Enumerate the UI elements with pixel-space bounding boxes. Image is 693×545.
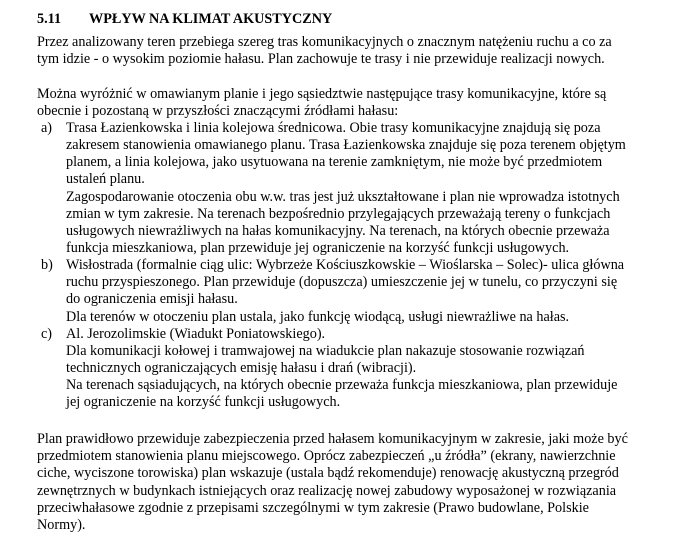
list-item-line: Zagospodarowanie otoczenia obu w.w. tras jest już ukształtowane i plan nie wprowadza istotnych: [66, 189, 620, 205]
closing-line: ciche, wyciszone torowiska) plan wskazuje (ustala bądź rekomenduje) renowację akustyczną przegród: [37, 465, 619, 481]
list-item-line: jej ograniczenie na korzyść funkcji usługowych.: [66, 394, 341, 410]
list-item-line: do ograniczenia emisji hałasu.: [66, 291, 238, 307]
list-item-line: ustaleń planu.: [66, 171, 145, 187]
list-item-line: Wisłostrada (formalnie ciąg ulic: Wybrzeże Kościuszkowskie – Wioślarska – Solec)- ulica główna: [66, 257, 625, 273]
section-number: 5.11: [37, 11, 62, 27]
list-marker: c): [41, 326, 53, 342]
section-heading: [37, 11, 332, 28]
closing-line: Normy).: [37, 517, 86, 533]
closing-line: Plan prawidłowo przewiduje zabezpieczenia przed hałasem komunikacyjnym w zakresie, jaki może być: [37, 431, 628, 447]
list-item-line: Trasa Łazienkowska i linia kolejowa średnicowa. Obie trasy komunikacyjne znajdują się poza: [66, 120, 601, 136]
closing-line: przedmiotem stanowienia planu miejscowego. Oprócz zabezpieczeń „u źródła” (ekrany, nawierzchnie: [37, 448, 616, 464]
list-item-line: funkcja mieszkaniowa, plan przewiduje jej ograniczenie na korzyść funkcji usługowych.: [66, 240, 570, 256]
list-marker: b): [41, 257, 53, 273]
list-item-line: usługowych niewrażliwych na hałas komunikacyjny. Na terenach, na których obecnie przeważa: [66, 223, 610, 239]
closing-line: zewnętrznych w budynkach istniejących oraz realizację nowej zabudowy wyposażonej w rozwiązania: [37, 483, 617, 499]
list-marker: a): [41, 120, 53, 136]
list-item-line: Dla terenów w otoczeniu plan ustala, jako funkcję wiodącą, usługi niewrażliwe na hałas.: [66, 309, 570, 325]
intro-line: tym idzie - o wysokim poziomie hałasu. Plan zachowuje te trasy i nie przewiduje realizacji nowych.: [37, 51, 605, 67]
list-item-line: technicznych ograniczających emisję hałasu i drań (wibracji).: [66, 360, 417, 376]
intro-line: Przez analizowany teren przebiega szereg tras komunikacyjnych o znacznym natężeniu ruchu a co za: [37, 34, 612, 50]
section-title: WPŁYW NA KLIMAT AKUSTYCZNY: [89, 11, 333, 27]
list-item-line: zmian w tym zakresie. Na terenach bezpośrednio przylegających przeważają tereny o funkcjach: [66, 206, 611, 222]
list-item-line: Na terenach sąsiadujących, na których obecnie przeważa funkcja mieszkaniowa, plan przewiduje: [66, 377, 618, 393]
list-item-line: Al. Jerozolimskie (Wiadukt Poniatowskiego).: [66, 326, 326, 342]
list-item-line: ruchu przyspieszonego. Plan przewiduje (dopuszcza) umieszczenie jej w tunelu, co przyczyni się: [66, 274, 618, 290]
list-item-line: zakresem stanowienia omawianego planu. Trasa Łazienkowska znajduje się poza terenem objętym: [66, 137, 626, 153]
list-item-line: Dla komunikacji kołowej i tramwajowej na wiadukcie plan nakazuje stosowanie rozwiązań: [66, 343, 585, 359]
lead-line: Można wyróżnić w omawianym planie i jego sąsiedztwie następujące trasy komunikacyjne, które są: [37, 86, 607, 102]
lead-line: obecnie i pozostaną w przyszłości znaczącymi źródłami hałasu:: [37, 103, 399, 119]
list-item-line: planem, a linia kolejowa, jako usytuowana na terenie zamkniętym, nie może być przedmiotem: [66, 154, 603, 170]
closing-line: przeciwhałasowe zgodnie z przepisami szczególnymi w tym zakresie (Prawo budowlane, Polskie: [37, 500, 589, 516]
